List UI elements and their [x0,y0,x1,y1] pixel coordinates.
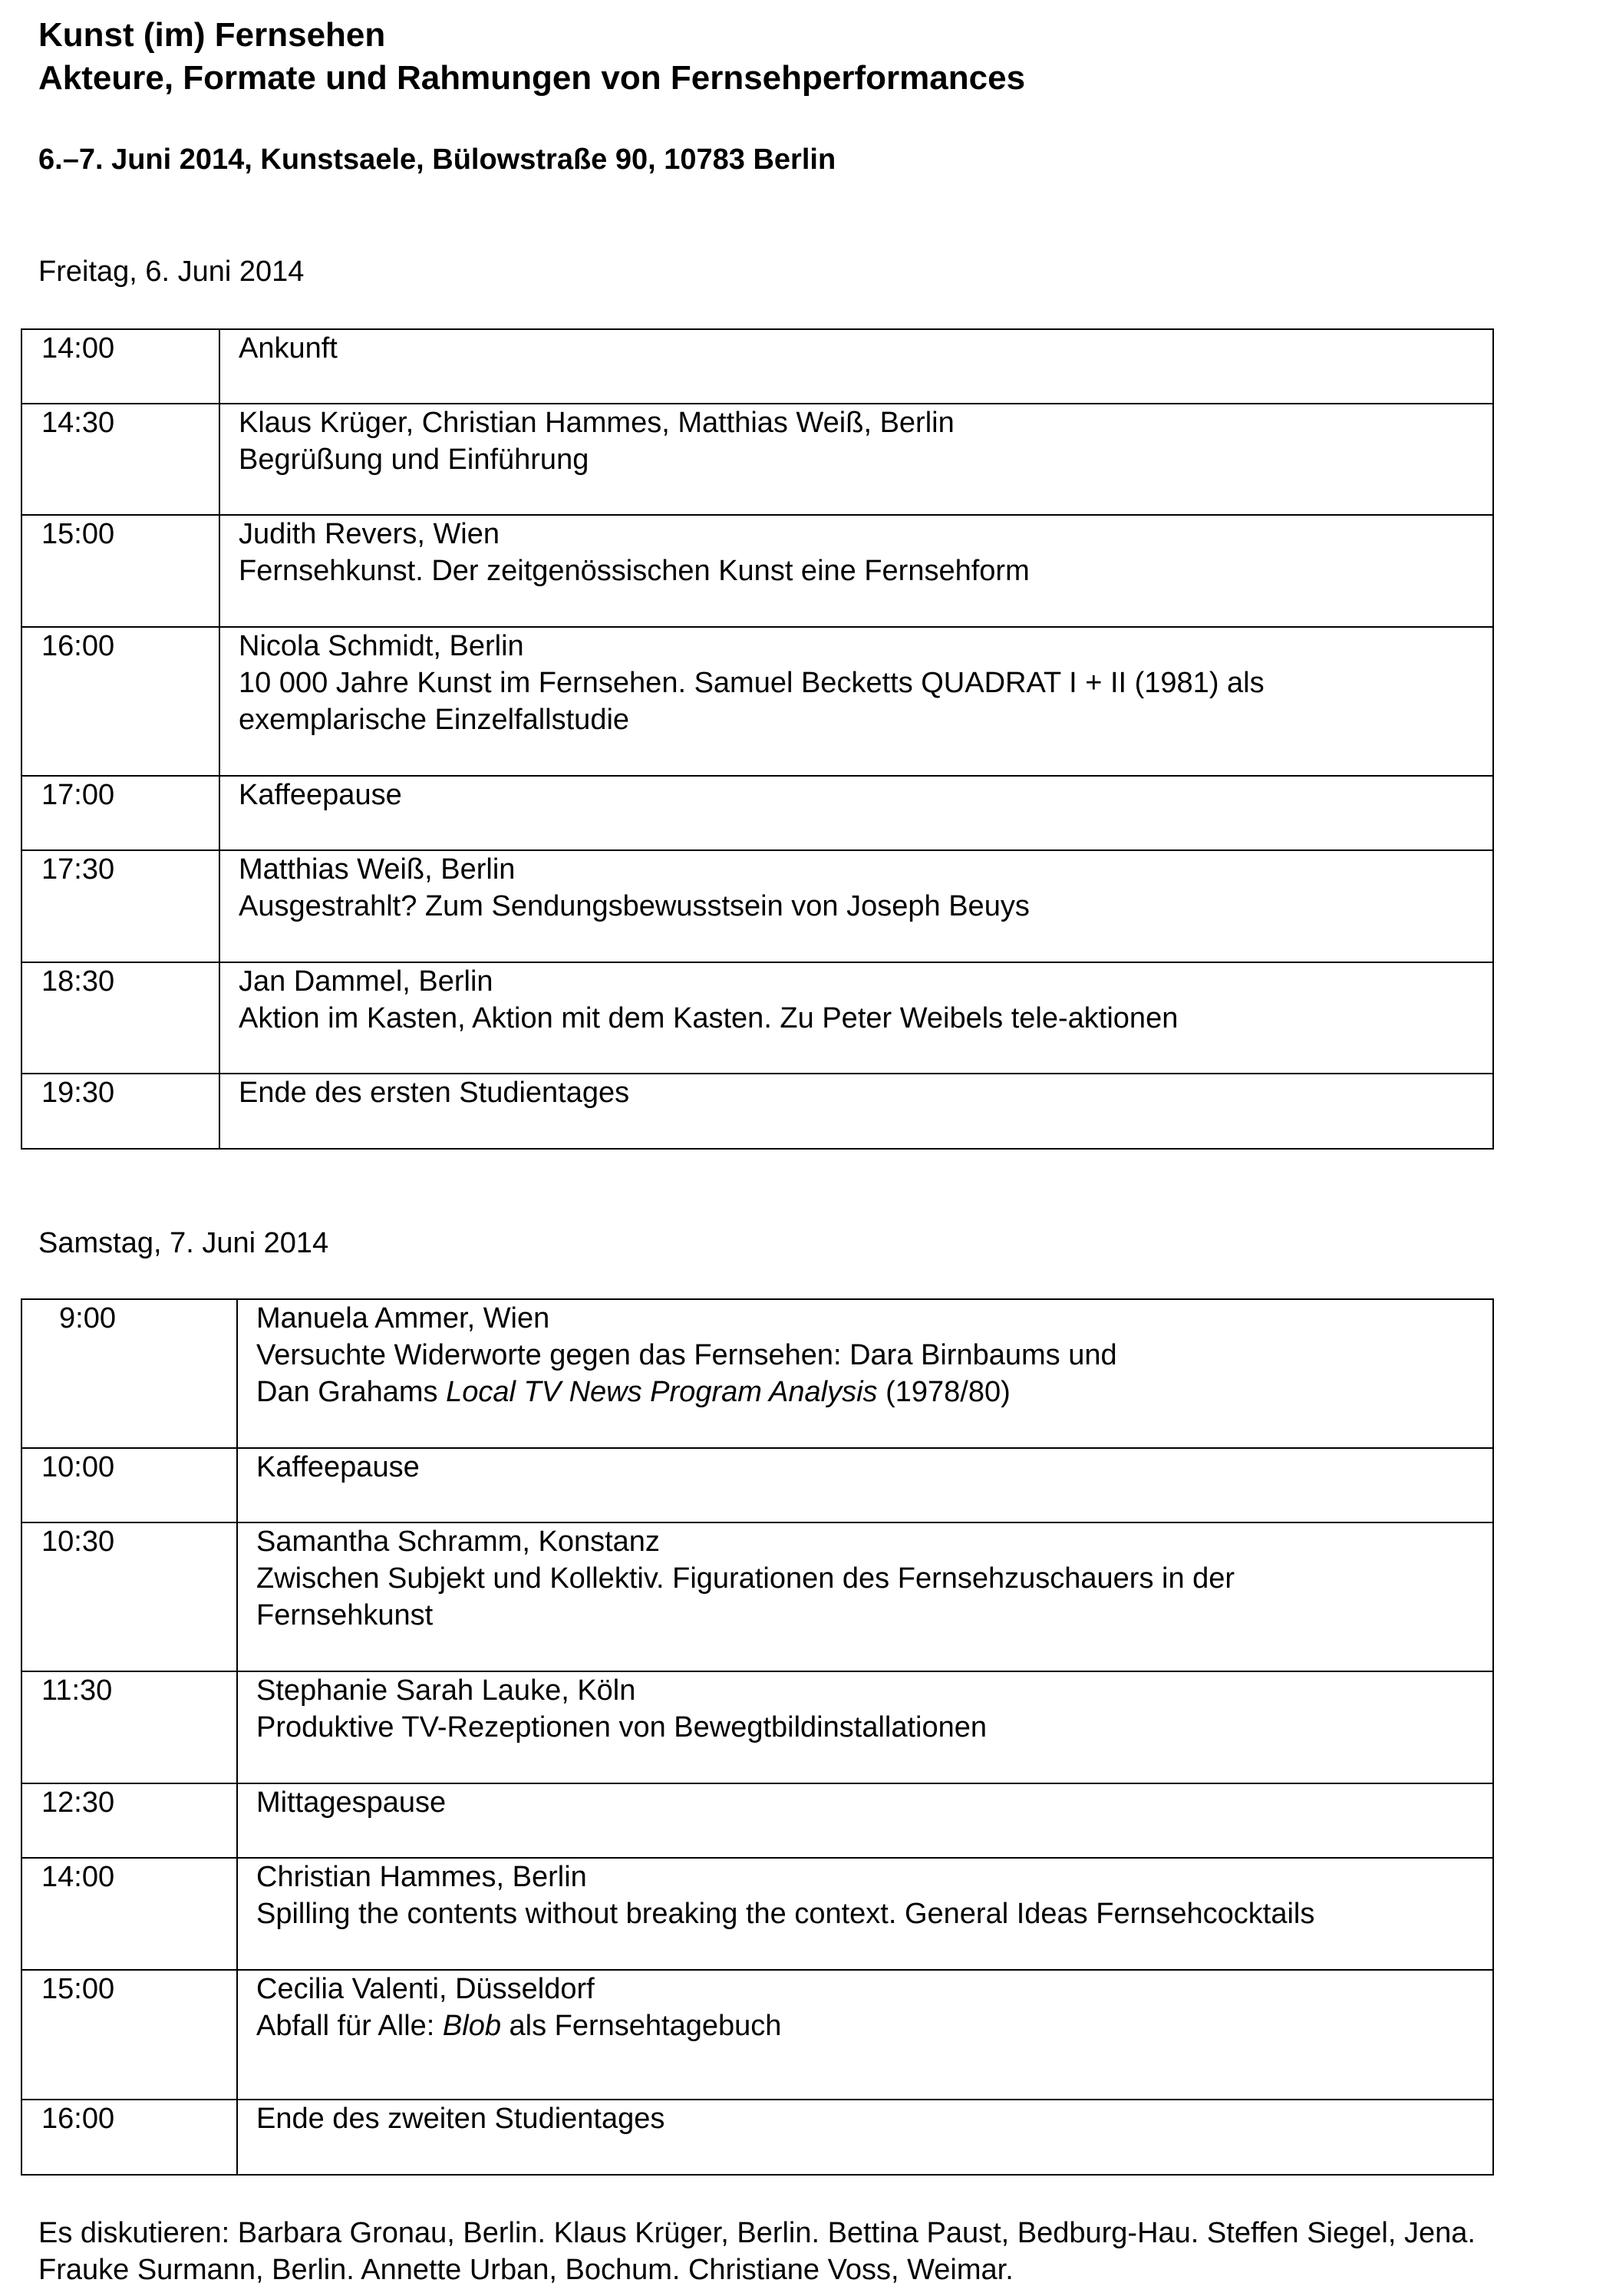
desc-line: Ende des zweiten Studientages [256,2103,665,2135]
text-span: (1978/80) [877,1376,1011,1408]
document-title: Kunst (im) Fernsehen [38,16,386,54]
time-cell: 14:00 [21,329,219,404]
time-cell: 10:30 [21,1522,237,1671]
time-cell: 18:30 [21,962,219,1074]
talk-title-line: Fernsehkunst. Der zeitgenössischen Kunst eine Fernsehform [239,555,1030,587]
schedule-row [21,1671,1493,1783]
schedule-row [21,2100,1493,2175]
speaker-line: Jan Dammel, Berlin [239,965,493,998]
time-cell: 11:30 [21,1671,237,1783]
time-cell: 15:00 [21,515,219,627]
day1-heading: Freitag, 6. Juni 2014 [38,256,305,288]
time-cell: 14:30 [21,404,219,515]
schedule-row [21,850,1493,962]
schedule-row [21,962,1493,1074]
talk-title-line: Begrüßung und Einführung [239,444,589,476]
speaker-line: Judith Revers, Wien [239,518,500,550]
desc-line: Ankunft [239,332,338,365]
speaker-line: Klaus Krüger, Christian Hammes, Matthias Weiß, Berlin [239,407,955,439]
description-cell [219,404,1493,515]
desc-line: Kaffeepause [239,779,402,811]
talk-title-line: Aktion im Kasten, Aktion mit dem Kasten. Zu Peter Weibels tele-aktionen [239,1002,1179,1034]
talk-title-line: 10 000 Jahre Kunst im Fernsehen. Samuel Becketts QUADRAT I + II (1981) als [239,667,1265,699]
schedule-row [21,1074,1493,1149]
time-cell: 10:00 [21,1448,237,1522]
description-cell [237,1448,1493,1522]
description-cell [219,329,1493,404]
talk-title-line: Fernsehkunst [256,1599,434,1631]
talk-title-line: Produktive TV-Rezeptionen von Bewegtbildinstallationen [256,1711,988,1743]
italic-work-title: Local TV News Program Analysis [446,1376,878,1408]
speaker-line: Manuela Ammer, Wien [256,1302,550,1334]
description-cell [219,515,1493,627]
time-cell: 16:00 [21,627,219,776]
talk-title-line: Zwischen Subjekt und Kollektiv. Figurationen des Fernsehzuschauers in der [256,1562,1235,1595]
description-cell [237,1299,1493,1448]
description-cell [237,1970,1493,2100]
talk-title-line: exemplarische Einzelfallstudie [239,704,630,736]
time-cell: 16:00 [21,2100,237,2175]
description-cell [219,1074,1493,1149]
desc-line: Ende des ersten Studientages [239,1077,630,1109]
talk-title-line: Versuchte Widerworte gegen das Fernsehen: Dara Birnbaums und [256,1339,1117,1371]
italic-work-title: Blob [442,2010,501,2042]
speaker-line: Christian Hammes, Berlin [256,1861,587,1893]
text-span: Dan Grahams [256,1376,447,1408]
desc-line: Mittagespause [256,1786,447,1819]
speaker-line: Samantha Schramm, Konstanz [256,1526,660,1558]
discussants-paragraph: Es diskutieren: Barbara Gronau, Berlin. Klaus Krüger, Berlin. Bettina Paust, Bedburg-Hau. Steffen Siegel, Jena. Frauke Surmann, Berlin. Annette Urban, Bochum. Christiane Voss, Weimar. [38,2217,1476,2286]
time-cell: 17:30 [21,850,219,962]
talk-title-line: Spilling the contents without breaking the context. General Ideas Fernsehcocktails [256,1898,1315,1930]
speaker-line: Stephanie Sarah Lauke, Köln [256,1674,636,1707]
time-cell: 15:00 [21,1970,237,2100]
description-cell [219,850,1493,962]
schedule-row [21,404,1493,515]
speaker-line: Cecilia Valenti, Düsseldorf [256,1973,595,2005]
text-span: als Fernsehtagebuch [500,2010,782,2042]
desc-line: Kaffeepause [256,1451,420,1483]
schedule-row [21,776,1493,850]
description-cell [237,1522,1493,1671]
time-cell: 17:00 [21,776,219,850]
talk-title-line [256,2007,1492,2044]
talk-title-line [256,1374,1492,1410]
schedule-row [21,329,1493,404]
time-cell: 14:00 [21,1858,237,1970]
event-date-venue: 6.–7. Juni 2014, Kunstsaele, Bülowstraße 90, 10783 Berlin [38,144,836,176]
schedule-row [21,627,1493,776]
description-cell [219,776,1493,850]
speaker-line: Matthias Weiß, Berlin [239,853,516,886]
description-cell [219,962,1493,1074]
description-cell [219,627,1493,776]
schedule-row [21,1299,1493,1448]
schedule-row [21,1970,1493,2100]
schedule-row [21,1448,1493,1522]
time-cell: 9:00 [21,1299,237,1448]
document-subtitle: Akteure, Formate und Rahmungen von Fernsehperformances [38,59,1026,97]
schedule-row [21,1522,1493,1671]
time-cell: 12:30 [21,1783,237,1858]
talk-title-line: Ausgestrahlt? Zum Sendungsbewusstsein von Joseph Beuys [239,890,1030,922]
time-cell: 19:30 [21,1074,219,1149]
description-cell [237,1671,1493,1783]
day2-schedule-table [21,1298,1494,2176]
schedule-row [21,1858,1493,1970]
day1-schedule-table [21,328,1494,1150]
speaker-line: Nicola Schmidt, Berlin [239,630,524,662]
description-cell [237,2100,1493,2175]
schedule-row [21,515,1493,627]
day2-heading: Samstag, 7. Juni 2014 [38,1227,329,1259]
schedule-row [21,1783,1493,1858]
description-cell [237,1783,1493,1858]
text-span: Abfall für Alle: [256,2010,443,2042]
description-cell [237,1858,1493,1970]
